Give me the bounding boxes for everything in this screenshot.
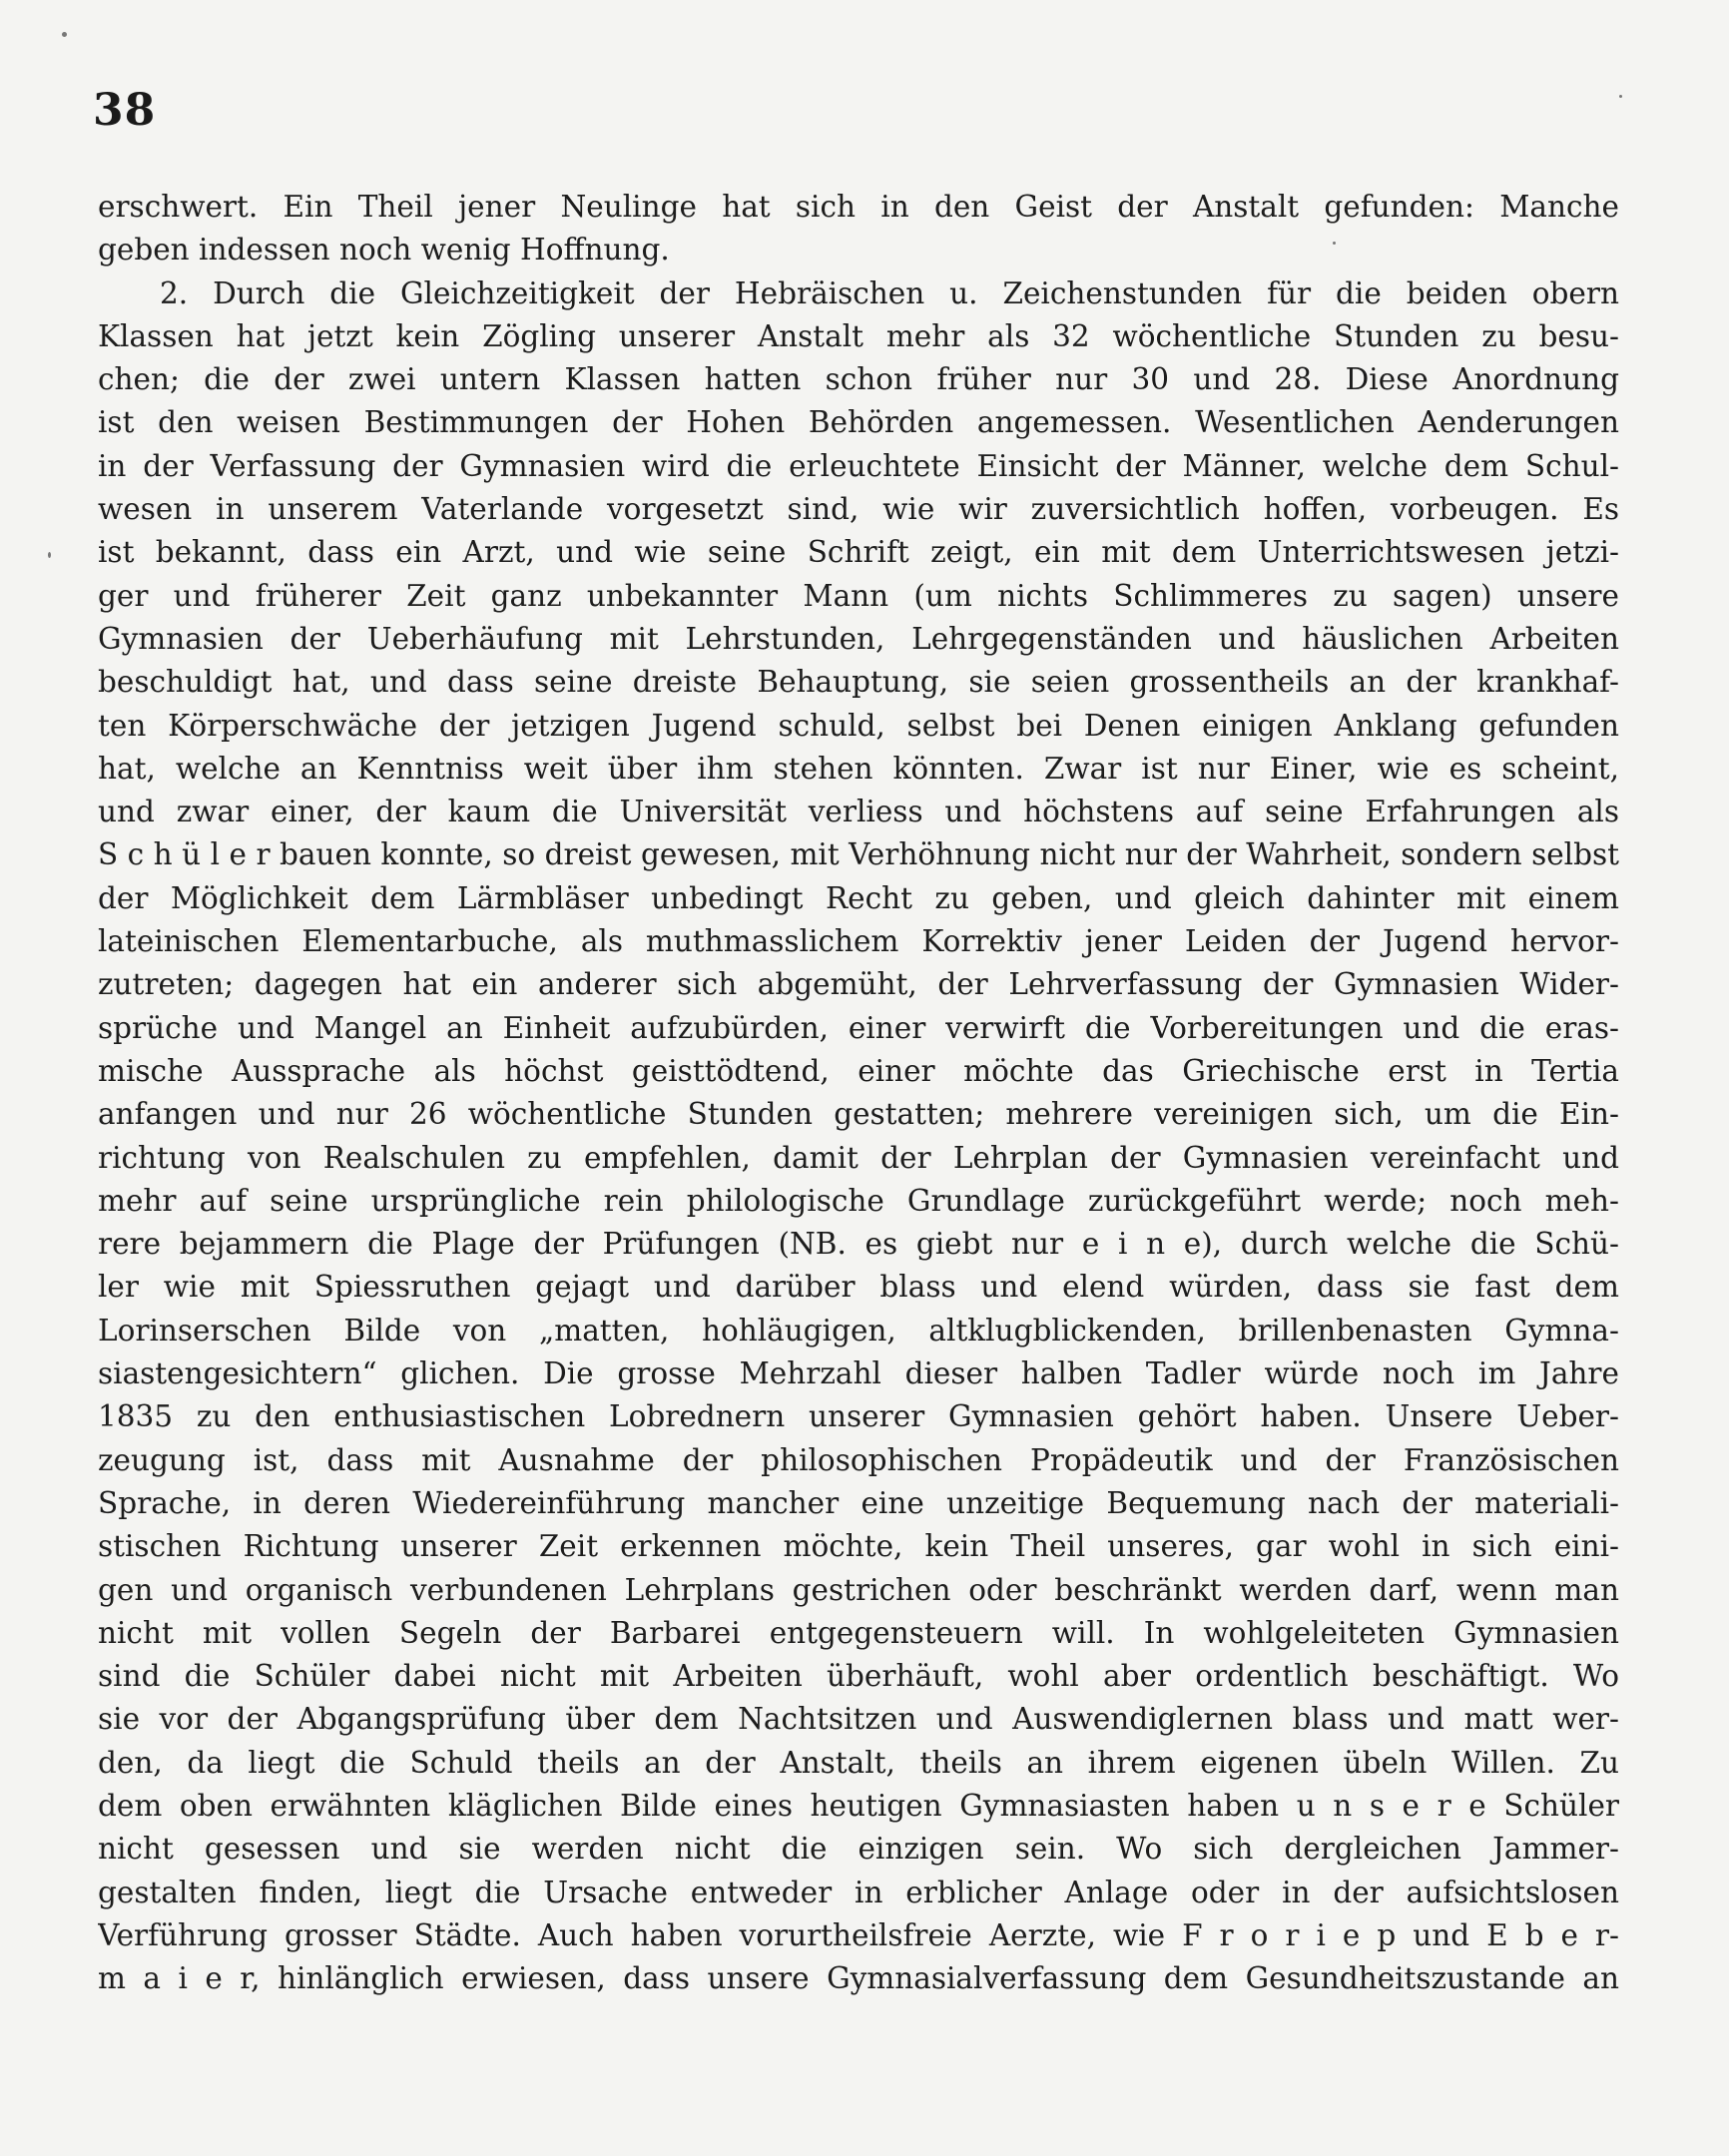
text-line: 2. Durch die Gleichzeitigkeit der Hebräischen u. Zeichenstunden für die beiden obern [160, 275, 1619, 310]
text-line: m a i e r, hinlänglich erwiesen, dass unsere Gymnasialverfassung dem Gesundheitszustande an [98, 1961, 1619, 1996]
text-line: mische Aussprache als höchst geisttödtend, einer möchte das Griechische erst in Tertia [98, 1053, 1619, 1088]
text-line: ist den weisen Bestimmungen der Hohen Behörden angemessen. Wesentlichen Aenderungen [98, 405, 1619, 440]
text-line: sie vor der Abgangsprüfung über dem Nachtsitzen und Auswendiglernen blass und matt wer- [98, 1702, 1619, 1737]
paper-speck [1619, 95, 1622, 98]
body-text [98, 186, 1619, 2000]
text-line: hat, welche an Kenntniss weit über ihm stehen könnten. Zwar ist nur Einer, wie es scheint, [98, 751, 1619, 786]
paper-speck [48, 552, 51, 558]
text-line: mehr auf seine ursprüngliche rein philologische Grundlage zurückgeführt werde; noch meh- [98, 1183, 1619, 1218]
text-line: in der Verfassung der Gymnasien wird die erleuchtete Einsicht der Männer, welche dem Schul- [98, 448, 1619, 483]
text-line: geben indessen noch wenig Hoffnung. [98, 233, 670, 268]
text-line: sprüche und Mangel an Einheit aufzubürden, einer verwirft die Vorbereitungen und die eras- [98, 1010, 1619, 1045]
text-line: erschwert. Ein Theil jener Neulinge hat sich in den Geist der Anstalt gefunden: Manche [98, 190, 1619, 224]
paper-speck [1333, 242, 1336, 245]
text-line: zeugung ist, dass mit Ausnahme der philosophischen Propädeutik und der Französischen [98, 1442, 1619, 1477]
text-line: gen und organisch verbundenen Lehrplans gestrichen oder beschränkt werden darf, wenn man [98, 1572, 1619, 1607]
text-line: dem oben erwähnten kläglichen Bilde eines heutigen Gymnasiasten haben u n s e r e Schüler [98, 1788, 1619, 1823]
text-line: gestalten finden, liegt die Ursache entweder in erblicher Anlage oder in der aufsichtslosen [98, 1875, 1619, 1909]
text-line: und zwar einer, der kaum die Universität verliess und höchstens auf seine Erfahrungen als [98, 795, 1619, 829]
text-line: stischen Richtung unserer Zeit erkennen möchte, kein Theil unseres, gar wohl in sich eini- [98, 1529, 1619, 1564]
text-line: Lorinserschen Bilde von „matten, hohläugigen, altklugblickenden, brillenbenasten Gymna- [98, 1313, 1619, 1348]
text-line: zutreten; dagegen hat ein anderer sich abgemüht, der Lehrverfassung der Gymnasien Wider- [98, 967, 1619, 1002]
text-line: wesen in unserem Vaterlande vorgesetzt sind, wie wir zuversichtlich hoffen, vorbeugen. Es [98, 492, 1619, 527]
text-line: ler wie mit Spiessruthen gejagt und darüber blass und elend würden, dass sie fast dem [98, 1270, 1619, 1305]
page-number: 38 [93, 85, 157, 136]
text-line: ger und früherer Zeit ganz unbekannter Mann (um nichts Schlimmeres zu sagen) unsere [98, 578, 1619, 613]
text-line: nicht mit vollen Segeln der Barbarei entgegensteuern will. In wohlgeleiteten Gymnasien [98, 1615, 1619, 1650]
text-line: lateinischen Elementarbuche, als muthmasslichem Korrektiv jener Leiden der Jugend hervor- [98, 924, 1619, 959]
text-line: Klassen hat jetzt kein Zögling unserer Anstalt mehr als 32 wöchentliche Stunden zu besu- [98, 318, 1619, 353]
text-line: ten Körperschwäche der jetzigen Jugend schuld, selbst bei Denen einigen Anklang gefunden [98, 708, 1619, 743]
text-line: chen; die der zwei untern Klassen hatten schon früher nur 30 und 28. Diese Anordnung [98, 362, 1619, 397]
text-line: den, da liegt die Schuld theils an der Anstalt, theils an ihrem eigenen übeln Willen. Zu [98, 1745, 1619, 1780]
paper-speck [62, 32, 67, 37]
text-line: ist bekannt, dass ein Arzt, und wie seine Schrift zeigt, ein mit dem Unterrichtswesen jetzi- [98, 535, 1619, 570]
text-line: sind die Schüler dabei nicht mit Arbeiten überhäuft, wohl aber ordentlich beschäftigt. Wo [98, 1659, 1619, 1694]
text-line: siastengesichtern“ glichen. Die grosse Mehrzahl dieser halben Tadler würde noch im Jahre [98, 1356, 1619, 1391]
text-line: richtung von Realschulen zu empfehlen, damit der Lehrplan der Gymnasien vereinfacht und [98, 1140, 1619, 1175]
text-line: rere bejammern die Plage der Prüfungen (NB. es giebt nur e i n e), durch welche die Schü- [98, 1227, 1619, 1262]
text-line: S c h ü l e r bauen konnte, so dreist gewesen, mit Verhöhnung nicht nur der Wahrheit, sondern selbst [98, 837, 1619, 872]
text-line: der Möglichkeit dem Lärmbläser unbedingt Recht zu geben, und gleich dahinter mit einem [98, 880, 1619, 915]
text-line: nicht gesessen und sie werden nicht die einzigen sein. Wo sich dergleichen Jammer- [98, 1832, 1619, 1867]
text-line: Gymnasien der Ueberhäufung mit Lehrstunden, Lehrgegenständen und häuslichen Arbeiten [98, 621, 1619, 656]
text-line: Sprache, in deren Wiedereinführung mancher eine unzeitige Bequemung nach der materiali- [98, 1485, 1619, 1520]
text-line: Verführung grosser Städte. Auch haben vorurtheilsfreie Aerzte, wie F r o r i e p und E b e r- [98, 1917, 1619, 1952]
text-line: 1835 zu den enthusiastischen Lobrednern unserer Gymnasien gehört haben. Unsere Ueber- [98, 1399, 1619, 1434]
text-line: beschuldigt hat, und dass seine dreiste Behauptung, sie seien grossentheils an der krankhaf- [98, 665, 1619, 700]
text-line: anfangen und nur 26 wöchentliche Stunden gestatten; mehrere vereinigen sich, um die Ein- [98, 1097, 1619, 1132]
